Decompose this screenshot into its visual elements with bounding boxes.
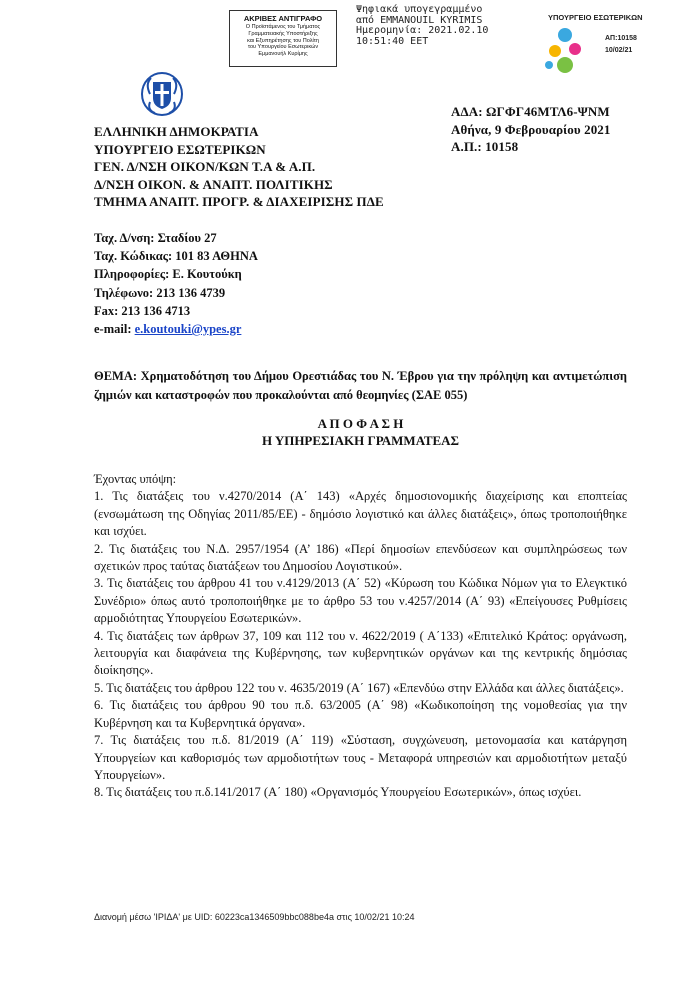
intro-text: Έχοντας υπόψη: [94,472,177,486]
header-line: ΓΕΝ. Δ/ΝΣΗ ΟΙΚΟΝ/ΚΩΝ Τ.Α & Α.Π. [94,159,316,174]
contact-phone: Τηλέφωνο: 213 136 4739 [94,285,226,300]
greek-coat-of-arms-icon [141,72,183,116]
header-line: Δ/ΝΣΗ ΟΙΚΟΝ. & ΑΝΑΠΤ. ΠΟΛΙΤΙΚΗΣ [94,176,333,192]
document-date: Αθήνα, 9 Φεβρουαρίου 2021 [451,121,611,137]
contact-block [94,229,258,338]
list-item: 4. Τις διατάξεις των άρθρων 37, 109 και 112 του ν. 4622/2019 ( Α΄133) «Επιτελικό Κράτος: οργάνωση, λειτουργία και διαφάνεια της Κυβέρνησης, των κυβερνητικών οργάνων και της κεντρικής δημόσιας διοίκησης». [94,628,627,678]
document-body [94,471,627,802]
contact-info: Πληροφορίες: Ε. Κουτούκη [94,267,242,282]
decision-subtitle: Η ΥΠΗΡΕΣΙΑΚΗ ΓΡΑΜΜΑΤΕΑΣ [261,433,460,448]
issuer-header [94,123,384,211]
protocol-ref: Α.Π.: 10158 [451,139,519,154]
protocol-stamp [605,33,637,57]
list-item: 8. Τις διατάξεις του π.δ.141/2017 (Α΄ 180) «Οργανισμός Υπουργείου Εσωτερικών», όπως ισχύει. [94,785,582,800]
stamp-line: Εμμανουήλ Κυρίμης [258,51,308,58]
list-item: 6. Τις διατάξεις του άρθρου 90 του π.δ. 63/2005 (Α΄ 98) «Κωδικοποίηση της νομοθεσίας για την Κυβέρνηση και τα Κυβερνητικά όργανα». [94,698,627,730]
stamp-title: ΑΚΡΙΒΕΣ ΑΝΤΙΓΡΑΦΟ [243,14,323,23]
signature-line: Ψηφιακά υπογεγραμμένο [356,4,483,15]
decision-title: Α Π Ο Φ Α Σ Η [317,416,404,431]
signature-line: από EMMANOUIL KYRIMIS [356,14,483,26]
list-item: 7. Τις διατάξεις του π.δ. 81/2019 (Α΄ 119) «Σύσταση, συγχώνευση, μετονομασία και κατάργηση Υπουργείων και καθορισμός των αρμοδιοτήτων τους - Μεταφορά υπηρεσιών και αρμοδιοτήτων μεταξύ Υπουργείων». [94,733,627,782]
subject: ΘΕΜΑ: Χρηματοδότηση του Δήμου Ορεστιάδας του Ν. Έβρου για την πρόληψη και αντιμετώπιση ζημιών και καταστροφών που προκαλούνται από θεομηνίες (ΣΑΕ 055) [94,369,627,402]
header-line: ΤΜΗΜΑ ΑΝΑΠΤ. ΠΡΟΓΡ. & ΔΙΑΧΕΙΡΙΣΗΣ ΠΔΕ [94,194,384,209]
signature-line: 10:51:40 EET [356,35,429,47]
signature-line: Ημερομηνία: 2021.02.10 [356,25,489,36]
ada-code: ΑΔΑ: ΩΓΦΓ46ΜΤΛ6-ΨΝΜ [451,104,610,119]
contact-fax: Fax: 213 136 4713 [94,303,191,318]
distribution-footer: Διανομή μέσω 'ΙΡΙΔΑ' με UID: 60223ca1346509bbc088be4a στις 10/02/21 10:24 [94,912,415,922]
list-item: 5. Τις διατάξεις του άρθρου 122 του ν. 4635/2019 (Α΄ 167) «Επενδύω στην Ελλάδα και άλλες διατάξεις». [94,680,624,695]
ministry-logo-name: ΥΠΟΥΡΓΕΙΟ ΕΣΩΤΕΡΙΚΩΝ [548,13,643,22]
stamp-line: Ο Προϊστάμενος του Τμήματος [245,24,321,30]
decision-heading [94,415,627,449]
list-item: 1. Τις διατάξεις του ν.4270/2014 (Α΄ 143) «Αρχές δημοσιονομικής διαχείρισης και εποπτείας (ενσωμάτωση της Οδηγίας 2011/85/ΕΕ) - δημόσιο λογιστικό και άλλες διατάξεις», όπως τροποποιήθηκε και ισχύει. [94,489,627,539]
list-item: 2. Τις διατάξεις του Ν.Δ. 2957/1954 (Α’ 186) «Περί δημοσίων επενδύσεων και συμπληρώσεως των σχετικών προς ταύτας διατάξεων του Δημοσίου Λογιστικού». [94,541,627,574]
protocol-number: ΑΠ:10158 [605,35,637,42]
stamp-line: και Εξυπηρέτησης του Πολίτη [247,37,319,44]
header-line: ΕΛΛΗΝΙΚΗ ΔΗΜΟΚΡΑΤΙΑ [94,124,259,139]
document-reference [451,103,611,156]
email-link[interactable]: e.koutouki@ypes.gr [134,322,242,337]
list-item: 3. Τις διατάξεις του άρθρου 41 του ν.4129/2013 (Α΄ 52) «Κύρωση του Κώδικα Νόμων για το Ελεγκτικό Συνέδριο» όπως αυτό τροποποιήθηκε με το άρθρο 53 του ν.4257/2014 (Α΄ 93) «Επείγουσες Ρυθμίσεις αρμοδιότητας Υπουργείου Εσωτερικών». [94,576,627,626]
header-line: ΥΠΟΥΡΓΕΙΟ ΕΣΩΤΕΡΙΚΩΝ [94,141,266,157]
digital-signature [356,5,488,47]
contact-address: Ταχ. Δ/νση: Σταδίου 27 [94,231,217,245]
stamp-line: Γραμματειακής Υποστήριξης [248,30,318,37]
contact-postcode: Ταχ. Κώδικας: 101 83 ΑΘΗΝΑ [94,249,258,264]
email-label: e-mail: [94,322,132,337]
certified-copy-stamp [229,10,337,67]
stamp-line: του Υπουργείου Εσωτερικών [247,44,319,51]
ministry-logo-icon [535,25,595,75]
protocol-date: 10/02/21 [605,47,633,54]
contact-email-row [94,320,258,338]
